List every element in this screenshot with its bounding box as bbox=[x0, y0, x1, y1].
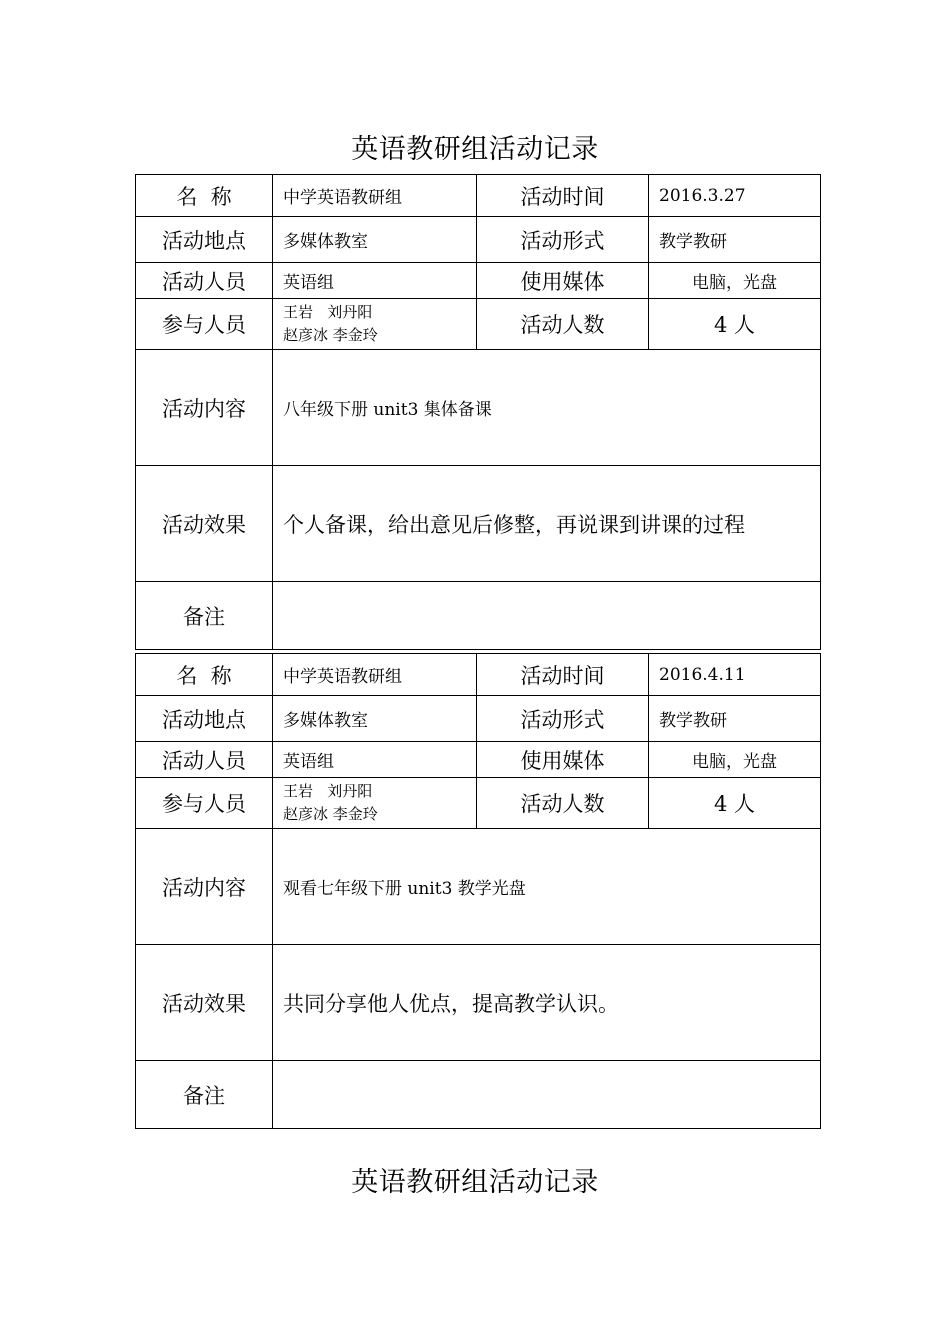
value-form: 教学教研 bbox=[649, 217, 821, 263]
page-title: 英语教研组活动记录 bbox=[351, 1167, 599, 1198]
value-participants bbox=[273, 778, 477, 829]
row-effect bbox=[136, 466, 821, 582]
activity-record-table bbox=[135, 653, 821, 1129]
value-time: 2016.4.11 bbox=[649, 654, 821, 696]
label-name: 名 称 bbox=[136, 175, 273, 217]
label-place: 活动地点 bbox=[136, 217, 273, 263]
page-title: 英语教研组活动记录 bbox=[351, 134, 599, 165]
participants-line-2: 赵彦冰 李金玲 bbox=[283, 805, 378, 823]
value-content: 八年级下册 unit3 集体备课 bbox=[273, 350, 821, 466]
participants-line-1: 王岩 刘丹阳 bbox=[283, 782, 373, 800]
label-content: 活动内容 bbox=[136, 829, 273, 945]
row-place-form bbox=[136, 696, 821, 742]
row-participants-count bbox=[136, 778, 821, 829]
value-time: 2016.3.27 bbox=[649, 175, 821, 217]
label-count: 活动人数 bbox=[477, 299, 649, 350]
label-personnel: 活动人员 bbox=[136, 263, 273, 299]
value-form: 教学教研 bbox=[649, 696, 821, 742]
value-personnel: 英语组 bbox=[273, 742, 477, 778]
label-media: 使用媒体 bbox=[477, 263, 649, 299]
value-media: 电脑，光盘 bbox=[649, 742, 821, 778]
value-name: 中学英语教研组 bbox=[273, 654, 477, 696]
participants-line-1: 王岩 刘丹阳 bbox=[283, 303, 373, 321]
value-count: 4 人 bbox=[649, 778, 821, 829]
label-participants: 参与人员 bbox=[136, 299, 273, 350]
value-place: 多媒体教室 bbox=[273, 217, 477, 263]
row-name-time bbox=[136, 175, 821, 217]
label-participants: 参与人员 bbox=[136, 778, 273, 829]
label-time: 活动时间 bbox=[477, 654, 649, 696]
row-personnel-media bbox=[136, 263, 821, 299]
label-remarks: 备注 bbox=[136, 1061, 273, 1129]
row-personnel-media bbox=[136, 742, 821, 778]
participants-line-2: 赵彦冰 李金玲 bbox=[283, 326, 378, 344]
value-participants bbox=[273, 299, 477, 350]
label-place: 活动地点 bbox=[136, 696, 273, 742]
row-name-time bbox=[136, 654, 821, 696]
row-effect bbox=[136, 945, 821, 1061]
label-content: 活动内容 bbox=[136, 350, 273, 466]
label-form: 活动形式 bbox=[477, 696, 649, 742]
label-time: 活动时间 bbox=[477, 175, 649, 217]
row-remarks bbox=[136, 1061, 821, 1129]
activity-record-table bbox=[135, 174, 821, 650]
label-effect: 活动效果 bbox=[136, 466, 273, 582]
label-media: 使用媒体 bbox=[477, 742, 649, 778]
value-place: 多媒体教室 bbox=[273, 696, 477, 742]
row-content bbox=[136, 350, 821, 466]
row-remarks bbox=[136, 582, 821, 650]
value-count: 4 人 bbox=[649, 299, 821, 350]
label-count: 活动人数 bbox=[477, 778, 649, 829]
value-media: 电脑，光盘 bbox=[649, 263, 821, 299]
value-effect: 共同分享他人优点，提高教学认识。 bbox=[273, 945, 821, 1061]
value-effect: 个人备课，给出意见后修整，再说课到讲课的过程 bbox=[273, 466, 821, 582]
label-personnel: 活动人员 bbox=[136, 742, 273, 778]
value-remarks bbox=[273, 582, 821, 650]
value-content: 观看七年级下册 unit3 教学光盘 bbox=[273, 829, 821, 945]
label-form: 活动形式 bbox=[477, 217, 649, 263]
row-participants-count bbox=[136, 299, 821, 350]
row-place-form bbox=[136, 217, 821, 263]
label-remarks: 备注 bbox=[136, 582, 273, 650]
value-remarks bbox=[273, 1061, 821, 1129]
label-name: 名 称 bbox=[136, 654, 273, 696]
value-name: 中学英语教研组 bbox=[273, 175, 477, 217]
row-content bbox=[136, 829, 821, 945]
value-personnel: 英语组 bbox=[273, 263, 477, 299]
label-effect: 活动效果 bbox=[136, 945, 273, 1061]
